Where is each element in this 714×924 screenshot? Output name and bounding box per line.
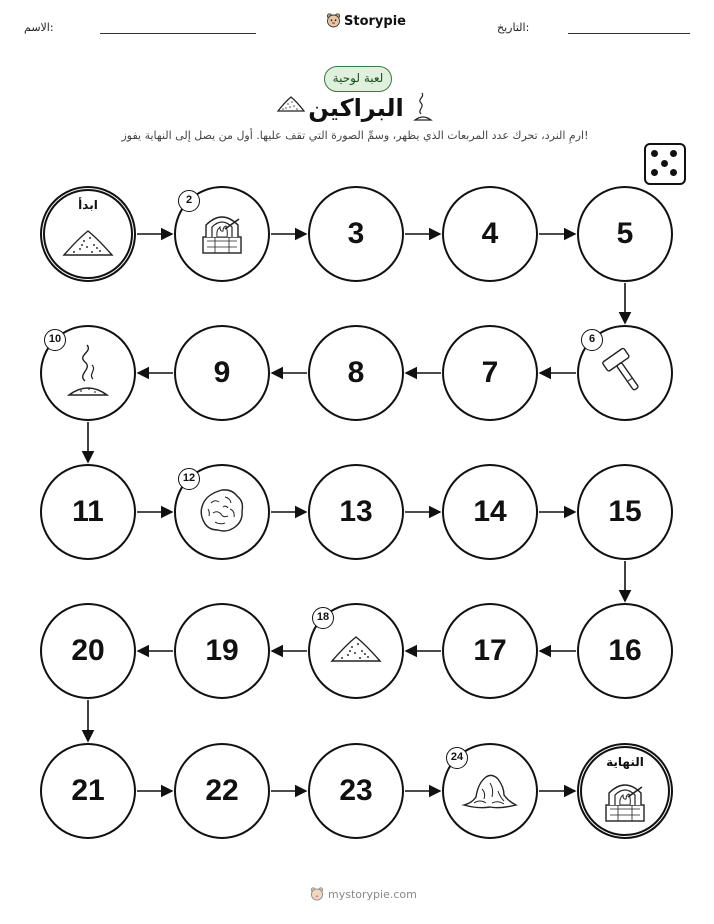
space-number: 5 [616, 217, 634, 250]
name-label: الاسم: [24, 21, 54, 34]
space-number: 3 [347, 217, 365, 250]
space-number: 7 [481, 356, 499, 389]
date-label: التاريخ: [497, 21, 530, 34]
space-number: 4 [481, 217, 499, 250]
furnace-icon [197, 207, 247, 261]
space-number: 20 [71, 634, 105, 667]
space-number: 14 [473, 495, 507, 528]
space-number-badge: 12 [178, 468, 200, 490]
space-number: 16 [608, 634, 642, 667]
space-number: 8 [347, 356, 365, 389]
board-space[interactable] [308, 186, 404, 282]
ash-pile-icon [328, 631, 384, 671]
ash-pile-icon [60, 225, 116, 265]
board-space[interactable] [174, 325, 270, 421]
footer [310, 887, 417, 902]
space-number-badge: 2 [178, 190, 200, 212]
board-space[interactable] [40, 603, 136, 699]
board-space[interactable] [442, 325, 538, 421]
lava-flow-icon [460, 767, 520, 815]
board-space[interactable] [40, 464, 136, 560]
board-space[interactable] [308, 464, 404, 560]
instructions: ارمِ النرد، تحرك عدد المربعات الذي يظهر، وسمِّ الصورة التي تقف عليها. أول من يصل إلى النهاية يفوز! [121, 129, 589, 142]
storypie-mascot-icon [310, 887, 324, 902]
board-space[interactable] [577, 464, 673, 560]
furnace-icon [600, 775, 650, 829]
space-number: 19 [205, 634, 239, 667]
board-space[interactable] [308, 325, 404, 421]
board-space[interactable] [174, 743, 270, 839]
space-number: 9 [213, 356, 231, 389]
board-space[interactable] [174, 603, 270, 699]
hammer-icon [601, 345, 649, 401]
space-number: 23 [339, 774, 373, 807]
board-space[interactable] [577, 186, 673, 282]
space-number: 13 [339, 495, 373, 528]
space-number-badge: 18 [312, 607, 334, 629]
board-space[interactable] [442, 186, 538, 282]
board-space[interactable] [442, 464, 538, 560]
space-number: 11 [72, 495, 104, 528]
space-number: 22 [205, 774, 239, 807]
board-space[interactable] [577, 603, 673, 699]
lava-rock-icon [197, 485, 247, 539]
space-number-badge: 10 [44, 329, 66, 351]
space-number: 21 [71, 774, 105, 807]
board-space[interactable] [308, 743, 404, 839]
brand-name: Storypie [344, 13, 406, 29]
page-title: البراكين [308, 94, 404, 122]
start-label: ابدأ [78, 198, 98, 212]
space-number-badge: 24 [446, 747, 468, 769]
board-space[interactable] [40, 743, 136, 839]
space-number: 15 [608, 495, 642, 528]
footer-url[interactable]: mystorypie.com [328, 888, 417, 901]
finish-label: النهاية [606, 755, 644, 769]
board-space[interactable] [442, 603, 538, 699]
space-number-badge: 6 [581, 329, 603, 351]
space-number: 17 [473, 634, 507, 667]
game-type-badge: لعبة لوحية [324, 66, 392, 92]
steam-vent-icon [65, 343, 111, 403]
